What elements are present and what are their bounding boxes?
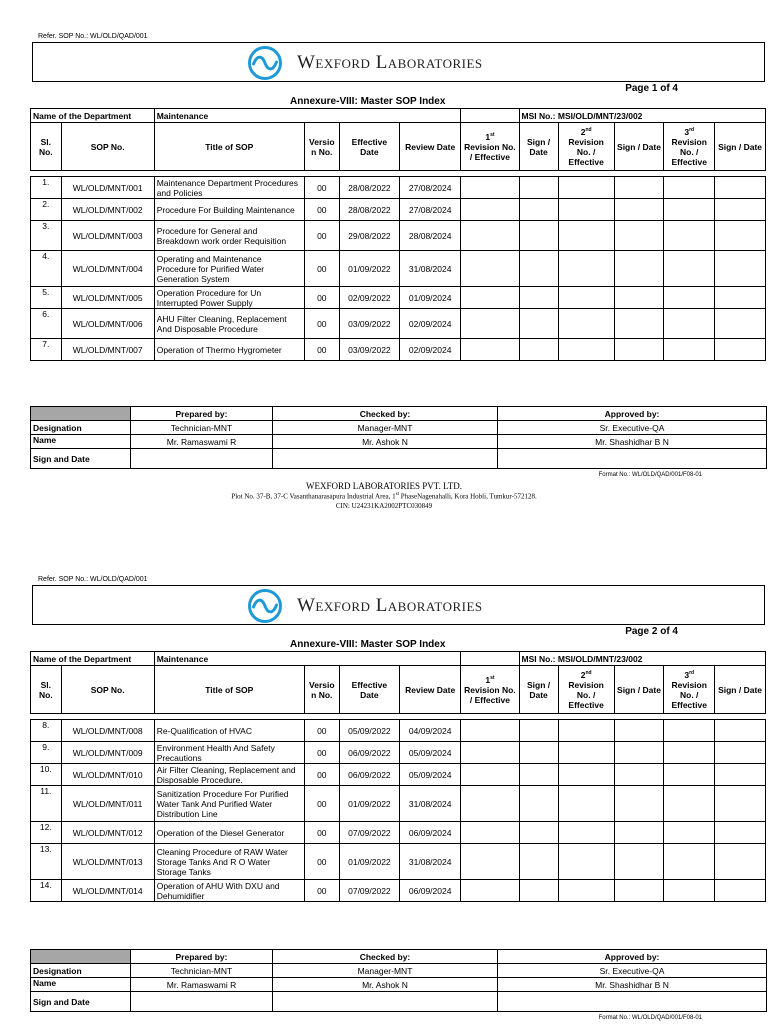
row-blank-cell [614,287,664,309]
row-review-date: 06/09/2024 [400,880,461,902]
row-version: 00 [304,339,339,361]
col-sign1: Sign / Date [519,666,558,714]
row-blank-cell [664,786,715,822]
col-sign3: Sign / Date [715,123,766,171]
row-blank-cell [664,177,715,199]
row-blank-cell [558,786,614,822]
row-blank-cell [519,880,558,902]
row-version: 00 [304,844,339,880]
approved-sign [498,449,767,469]
row-blank-cell [664,287,715,309]
row-blank-cell [558,199,614,221]
row-title: Re-Qualification of HVAC [154,720,304,742]
row-blank-cell [715,221,766,251]
msi-number: MSI No.: MSI/OLD/MNT/23/002 [519,109,766,123]
row-blank-cell [519,221,558,251]
sign-date-label: Sign and Date [31,449,131,469]
row-sop-no: WL/OLD/MNT/005 [61,287,154,309]
table-row [31,786,766,822]
name-label: Name [31,978,131,992]
row-sl: 2. [31,199,62,221]
row-blank-cell [519,199,558,221]
col-rev1: 1st Revision No. / Effective [461,123,519,171]
row-title: Operating and Maintenance Procedure for Purified Water Generation System [154,251,304,287]
row-blank-cell [715,786,766,822]
col-rev2: 2nd Revision No. / Effective [558,666,614,714]
row-title: Cleaning Procedure of RAW Water Storage Tanks And R O Water Storage Tanks [154,844,304,880]
row-sl: 14. [31,880,62,902]
row-sl: 6. [31,309,62,339]
checked-by-label: Checked by: [273,950,498,964]
wave-logo-icon [247,588,283,624]
row-sl: 4. [31,251,62,287]
row-blank-cell [614,251,664,287]
row-title: Operation Procedure for Un Interrupted Power Supply [154,287,304,309]
row-blank-cell [558,742,614,764]
row-sl: 7. [31,339,62,361]
row-blank-cell [461,742,519,764]
row-effective-date: 06/09/2022 [339,742,399,764]
sop-rows [31,720,766,902]
row-effective-date: 28/08/2022 [339,177,399,199]
row-sl: 8. [31,720,62,742]
meta-row [31,652,766,666]
meta-blank [461,109,519,123]
row-sop-no: WL/OLD/MNT/001 [61,177,154,199]
row-effective-date: 01/09/2022 [339,251,399,287]
footer-address: Plot No. 37-B, 37-C Vasanthanarasapura Industrial Area, 1st PhaseNagenahalli, Kora Hobli, Tumkur-572128. [231,492,537,501]
row-blank-cell [715,880,766,902]
row-blank-cell [558,880,614,902]
row-version: 00 [304,764,339,786]
row-blank-cell [715,199,766,221]
row-review-date: 01/09/2024 [400,287,461,309]
col-version: Versio n No. [304,123,339,171]
row-blank-cell [558,844,614,880]
row-blank-cell [461,844,519,880]
name-label: Name [31,435,131,449]
row-effective-date: 02/09/2022 [339,287,399,309]
prepared-by-label: Prepared by: [131,950,273,964]
row-title: Operation of Thermo Hygrometer [154,339,304,361]
table-row [31,309,766,339]
row-sl: 11. [31,786,62,822]
format-number: Format No.: WL/OLD/QAD/001/F08-01 [598,1015,702,1021]
refer-sop-no: Refer. SOP No.: WL/OLD/QAD/001 [38,576,148,583]
row-effective-date: 06/09/2022 [339,764,399,786]
row-review-date: 02/09/2024 [400,339,461,361]
row-blank-cell [715,339,766,361]
row-effective-date: 07/09/2022 [339,880,399,902]
row-sop-no: WL/OLD/MNT/011 [61,786,154,822]
checked-designation: Manager-MNT [273,964,498,978]
row-sl: 3. [31,221,62,251]
row-version: 00 [304,287,339,309]
row-version: 00 [304,199,339,221]
col-review: Review Date [400,666,461,714]
row-blank-cell [664,339,715,361]
sheet-page-2 [0,543,768,1024]
row-blank-cell [614,339,664,361]
row-title: Sanitization Procedure For Purified Water Tank And Purified Water Distribution Line [154,786,304,822]
dept-label: Name of the Department [31,109,155,123]
designation-label: Designation [31,421,131,435]
col-sign2: Sign / Date [614,666,664,714]
row-title: Air Filter Cleaning, Replacement and Disposable Procedure. [154,764,304,786]
approved-name: Mr. Shashidhar B N [498,978,767,992]
row-blank-cell [664,720,715,742]
row-sop-no: WL/OLD/MNT/002 [61,199,154,221]
row-blank-cell [715,720,766,742]
col-rev2: 2nd Revision No. / Effective [558,123,614,171]
checked-designation: Manager-MNT [273,421,498,435]
row-effective-date: 03/09/2022 [339,339,399,361]
row-effective-date: 05/09/2022 [339,720,399,742]
col-sign1: Sign / Date [519,123,558,171]
row-blank-cell [558,339,614,361]
designation-label: Designation [31,964,131,978]
row-effective-date: 01/09/2022 [339,786,399,822]
meta-row [31,109,766,123]
row-sop-no: WL/OLD/MNT/003 [61,221,154,251]
table-row [31,339,766,361]
row-review-date: 27/08/2024 [400,177,461,199]
row-effective-date: 01/09/2022 [339,844,399,880]
row-review-date: 28/08/2024 [400,221,461,251]
logo-box [32,42,765,82]
row-blank-cell [614,221,664,251]
col-effective: Effective Date [339,123,399,171]
row-sl: 1. [31,177,62,199]
footer-company: WEXFORD LABORATORIES PVT. LTD. [305,481,463,491]
row-version: 00 [304,786,339,822]
row-blank-cell [519,339,558,361]
row-blank-cell [715,287,766,309]
checked-by-label: Checked by: [273,407,498,421]
row-sop-no: WL/OLD/MNT/006 [61,309,154,339]
col-version: Versio n No. [304,666,339,714]
row-blank-cell [558,221,614,251]
row-blank-cell [614,720,664,742]
sop-index-table [30,651,766,902]
row-sl: 5. [31,287,62,309]
row-review-date: 04/09/2024 [400,720,461,742]
col-review: Review Date [400,123,461,171]
row-review-date: 31/08/2024 [400,251,461,287]
checked-name: Mr. Ashok N [273,435,498,449]
row-blank-cell [664,251,715,287]
prepared-name: Mr. Ramaswami R [131,435,273,449]
table-row [31,287,766,309]
row-blank-cell [715,251,766,287]
row-sop-no: WL/OLD/MNT/012 [61,822,154,844]
row-blank-cell [664,880,715,902]
row-title: Maintenance Department Procedures and Policies [154,177,304,199]
row-effective-date: 03/09/2022 [339,309,399,339]
prepared-designation: Technician-MNT [131,421,273,435]
row-blank-cell [715,309,766,339]
approved-by-label: Approved by: [498,950,767,964]
msi-number: MSI No.: MSI/OLD/MNT/23/002 [519,652,766,666]
row-blank-cell [461,822,519,844]
row-title: AHU Filter Cleaning, Replacement And Disposable Procedure [154,309,304,339]
row-title: Environment Health And Safety Precautions [154,742,304,764]
table-row [31,822,766,844]
row-effective-date: 29/08/2022 [339,221,399,251]
row-blank-cell [614,199,664,221]
row-blank-cell [519,764,558,786]
row-sop-no: WL/OLD/MNT/010 [61,764,154,786]
row-sl: 10. [31,764,62,786]
row-blank-cell [461,309,519,339]
row-version: 00 [304,309,339,339]
approved-designation: Sr. Executive-QA [498,421,767,435]
header-row [31,666,766,714]
row-blank-cell [461,880,519,902]
row-blank-cell [461,221,519,251]
logo-box [32,585,765,625]
row-sop-no: WL/OLD/MNT/008 [61,720,154,742]
row-blank-cell [519,287,558,309]
meta-blank [461,652,519,666]
table-row [31,177,766,199]
row-blank-cell [519,309,558,339]
row-blank-cell [664,764,715,786]
row-blank-cell [614,786,664,822]
approval-corner [31,950,131,964]
row-blank-cell [715,822,766,844]
row-blank-cell [715,177,766,199]
table-row [31,844,766,880]
row-blank-cell [614,742,664,764]
dept-value: Maintenance [154,109,461,123]
row-review-date: 27/08/2024 [400,199,461,221]
page-number: Page 2 of 4 [625,626,678,637]
row-version: 00 [304,720,339,742]
checked-sign [273,992,498,1012]
row-blank-cell [461,287,519,309]
sop-rows [31,177,766,361]
col-rev3: 3rd Revision No. / Effective [664,123,715,171]
row-blank-cell [614,822,664,844]
row-blank-cell [614,844,664,880]
row-sl: 13. [31,844,62,880]
row-blank-cell [519,742,558,764]
company-name: Wexford Laboratories [297,52,483,73]
row-blank-cell [461,720,519,742]
row-version: 00 [304,221,339,251]
annexure-title: Annexure-VIII: Master SOP Index [290,639,446,650]
col-title: Title of SOP [154,666,304,714]
row-title: Operation of AHU With DXU and Dehumidifier [154,880,304,902]
row-blank-cell [614,764,664,786]
row-blank-cell [558,720,614,742]
row-version: 00 [304,742,339,764]
annexure-title: Annexure-VIII: Master SOP Index [290,96,446,107]
table-row [31,764,766,786]
row-sl: 9. [31,742,62,764]
row-sl: 12. [31,822,62,844]
row-blank-cell [664,844,715,880]
row-blank-cell [664,742,715,764]
format-number: Format No.: WL/OLD/QAD/001/F08-01 [598,472,702,478]
row-blank-cell [461,177,519,199]
row-review-date: 05/09/2024 [400,742,461,764]
table-row [31,880,766,902]
dept-value: Maintenance [154,652,461,666]
row-blank-cell [558,309,614,339]
refer-sop-no: Refer. SOP No.: WL/OLD/QAD/001 [38,33,148,40]
table-row [31,742,766,764]
row-sop-no: WL/OLD/MNT/014 [61,880,154,902]
company-logo [247,588,483,624]
row-blank-cell [558,287,614,309]
approval-table [30,949,767,1012]
row-blank-cell [664,199,715,221]
table-row [31,251,766,287]
row-blank-cell [614,177,664,199]
col-effective: Effective Date [339,666,399,714]
row-effective-date: 28/08/2022 [339,199,399,221]
approved-by-label: Approved by: [498,407,767,421]
row-version: 00 [304,822,339,844]
row-review-date: 02/09/2024 [400,309,461,339]
row-blank-cell [461,251,519,287]
row-blank-cell [715,764,766,786]
row-title: Procedure for General and Breakdown work order Requisition [154,221,304,251]
approved-designation: Sr. Executive-QA [498,964,767,978]
col-sign3: Sign / Date [715,666,766,714]
col-rev1: 1st Revision No. / Effective [461,666,519,714]
row-title: Operation of the Diesel Generator [154,822,304,844]
approval-corner [31,407,131,421]
row-review-date: 31/08/2024 [400,844,461,880]
row-blank-cell [614,309,664,339]
checked-name: Mr. Ashok N [273,978,498,992]
table-row [31,221,766,251]
row-sop-no: WL/OLD/MNT/004 [61,251,154,287]
prepared-name: Mr. Ramaswami R [131,978,273,992]
wave-logo-icon [247,45,283,81]
row-version: 00 [304,880,339,902]
row-blank-cell [461,339,519,361]
col-rev3: 3rd Revision No. / Effective [664,666,715,714]
row-blank-cell [715,742,766,764]
checked-sign [273,449,498,469]
row-blank-cell [519,822,558,844]
prepared-designation: Technician-MNT [131,964,273,978]
row-sop-no: WL/OLD/MNT/013 [61,844,154,880]
row-review-date: 06/09/2024 [400,822,461,844]
col-sl: Sl. No. [31,666,62,714]
approval-table [30,406,767,469]
row-blank-cell [519,177,558,199]
row-blank-cell [519,844,558,880]
footer-cin: CIN: U24231KA2002PTC030849 [335,502,433,510]
row-blank-cell [461,199,519,221]
sign-date-label: Sign and Date [31,992,131,1012]
dept-label: Name of the Department [31,652,155,666]
row-review-date: 31/08/2024 [400,786,461,822]
approved-sign [498,992,767,1012]
row-version: 00 [304,177,339,199]
row-blank-cell [519,720,558,742]
header-row [31,123,766,171]
table-row [31,199,766,221]
row-blank-cell [558,822,614,844]
table-row [31,720,766,742]
row-blank-cell [664,221,715,251]
row-version: 00 [304,251,339,287]
company-logo [247,45,483,81]
row-blank-cell [664,822,715,844]
row-blank-cell [664,309,715,339]
row-blank-cell [519,786,558,822]
prepared-by-label: Prepared by: [131,407,273,421]
row-blank-cell [519,251,558,287]
prepared-sign [131,449,273,469]
col-sop: SOP No. [61,666,154,714]
row-blank-cell [461,764,519,786]
col-sl: Sl. No. [31,123,62,171]
row-blank-cell [715,844,766,880]
col-title: Title of SOP [154,123,304,171]
row-blank-cell [558,251,614,287]
row-sop-no: WL/OLD/MNT/009 [61,742,154,764]
row-blank-cell [558,764,614,786]
sop-index-table [30,108,766,361]
page-number: Page 1 of 4 [625,83,678,94]
row-review-date: 05/09/2024 [400,764,461,786]
row-effective-date: 07/09/2022 [339,822,399,844]
col-sop: SOP No. [61,123,154,171]
row-blank-cell [461,786,519,822]
row-blank-cell [614,880,664,902]
company-name: Wexford Laboratories [297,595,483,616]
col-sign2: Sign / Date [614,123,664,171]
row-sop-no: WL/OLD/MNT/007 [61,339,154,361]
row-title: Procedure For Building Maintenance [154,199,304,221]
row-blank-cell [558,177,614,199]
prepared-sign [131,992,273,1012]
approved-name: Mr. Shashidhar B N [498,435,767,449]
